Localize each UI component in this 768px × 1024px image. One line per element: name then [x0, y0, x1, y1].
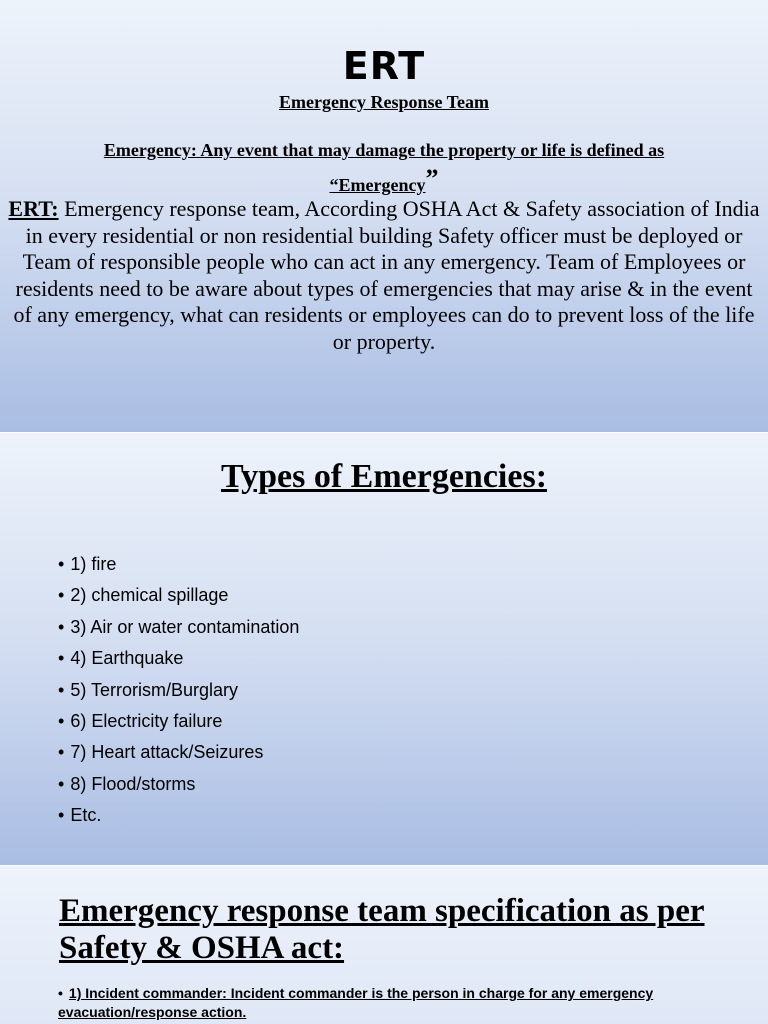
- list-item: • 7) Heart attack/Seizures: [58, 737, 299, 768]
- list-item: • 5) Terrorism/Burglary: [58, 675, 299, 706]
- list-item: • 1) fire: [58, 549, 299, 580]
- ert-description-text: Emergency response team, According OSHA Act & Safety association of India in every residential or non residential building Safety officer must be deployed or Team of responsible people who can act in any emergency. Team of Employees or residents need to be aware about types of emergencies that may arise & in the event of any emergency, what can residents or employees can do to prevent loss of the life or property.: [13, 196, 760, 354]
- types-heading: Types of Emergencies:: [220, 458, 548, 495]
- ert-description: [8, 196, 760, 355]
- list-item: • 2) chemical spillage: [58, 580, 299, 611]
- list-item: • 6) Electricity failure: [58, 706, 299, 737]
- specification-heading: Emergency response team specification as per Safety & OSHA act:: [59, 893, 705, 966]
- ert-label: ERT:: [8, 196, 59, 221]
- specification-item: [58, 984, 738, 1022]
- page-subtitle: Emergency Response Team: [279, 92, 489, 112]
- definition-close-quote: ”: [425, 164, 439, 193]
- definition-term: “Emergency: [329, 175, 426, 195]
- page-title: ERT: [342, 44, 426, 88]
- emergency-types-list: [58, 549, 299, 832]
- specification-item-text: 1) Incident commander: Incident commander is the person in charge for any emergency evacuation/response action.: [58, 985, 654, 1020]
- bullet-icon: •: [58, 985, 63, 1001]
- list-item: • Etc.: [58, 800, 299, 831]
- definition-line-2: [0, 164, 768, 198]
- list-item: • 3) Air or water contamination: [58, 612, 299, 643]
- list-item: • 4) Earthquake: [58, 643, 299, 674]
- definition-line-1: Emergency: Any event that may damage the property or life is defined as: [103, 140, 665, 160]
- list-item: • 8) Flood/storms: [58, 769, 299, 800]
